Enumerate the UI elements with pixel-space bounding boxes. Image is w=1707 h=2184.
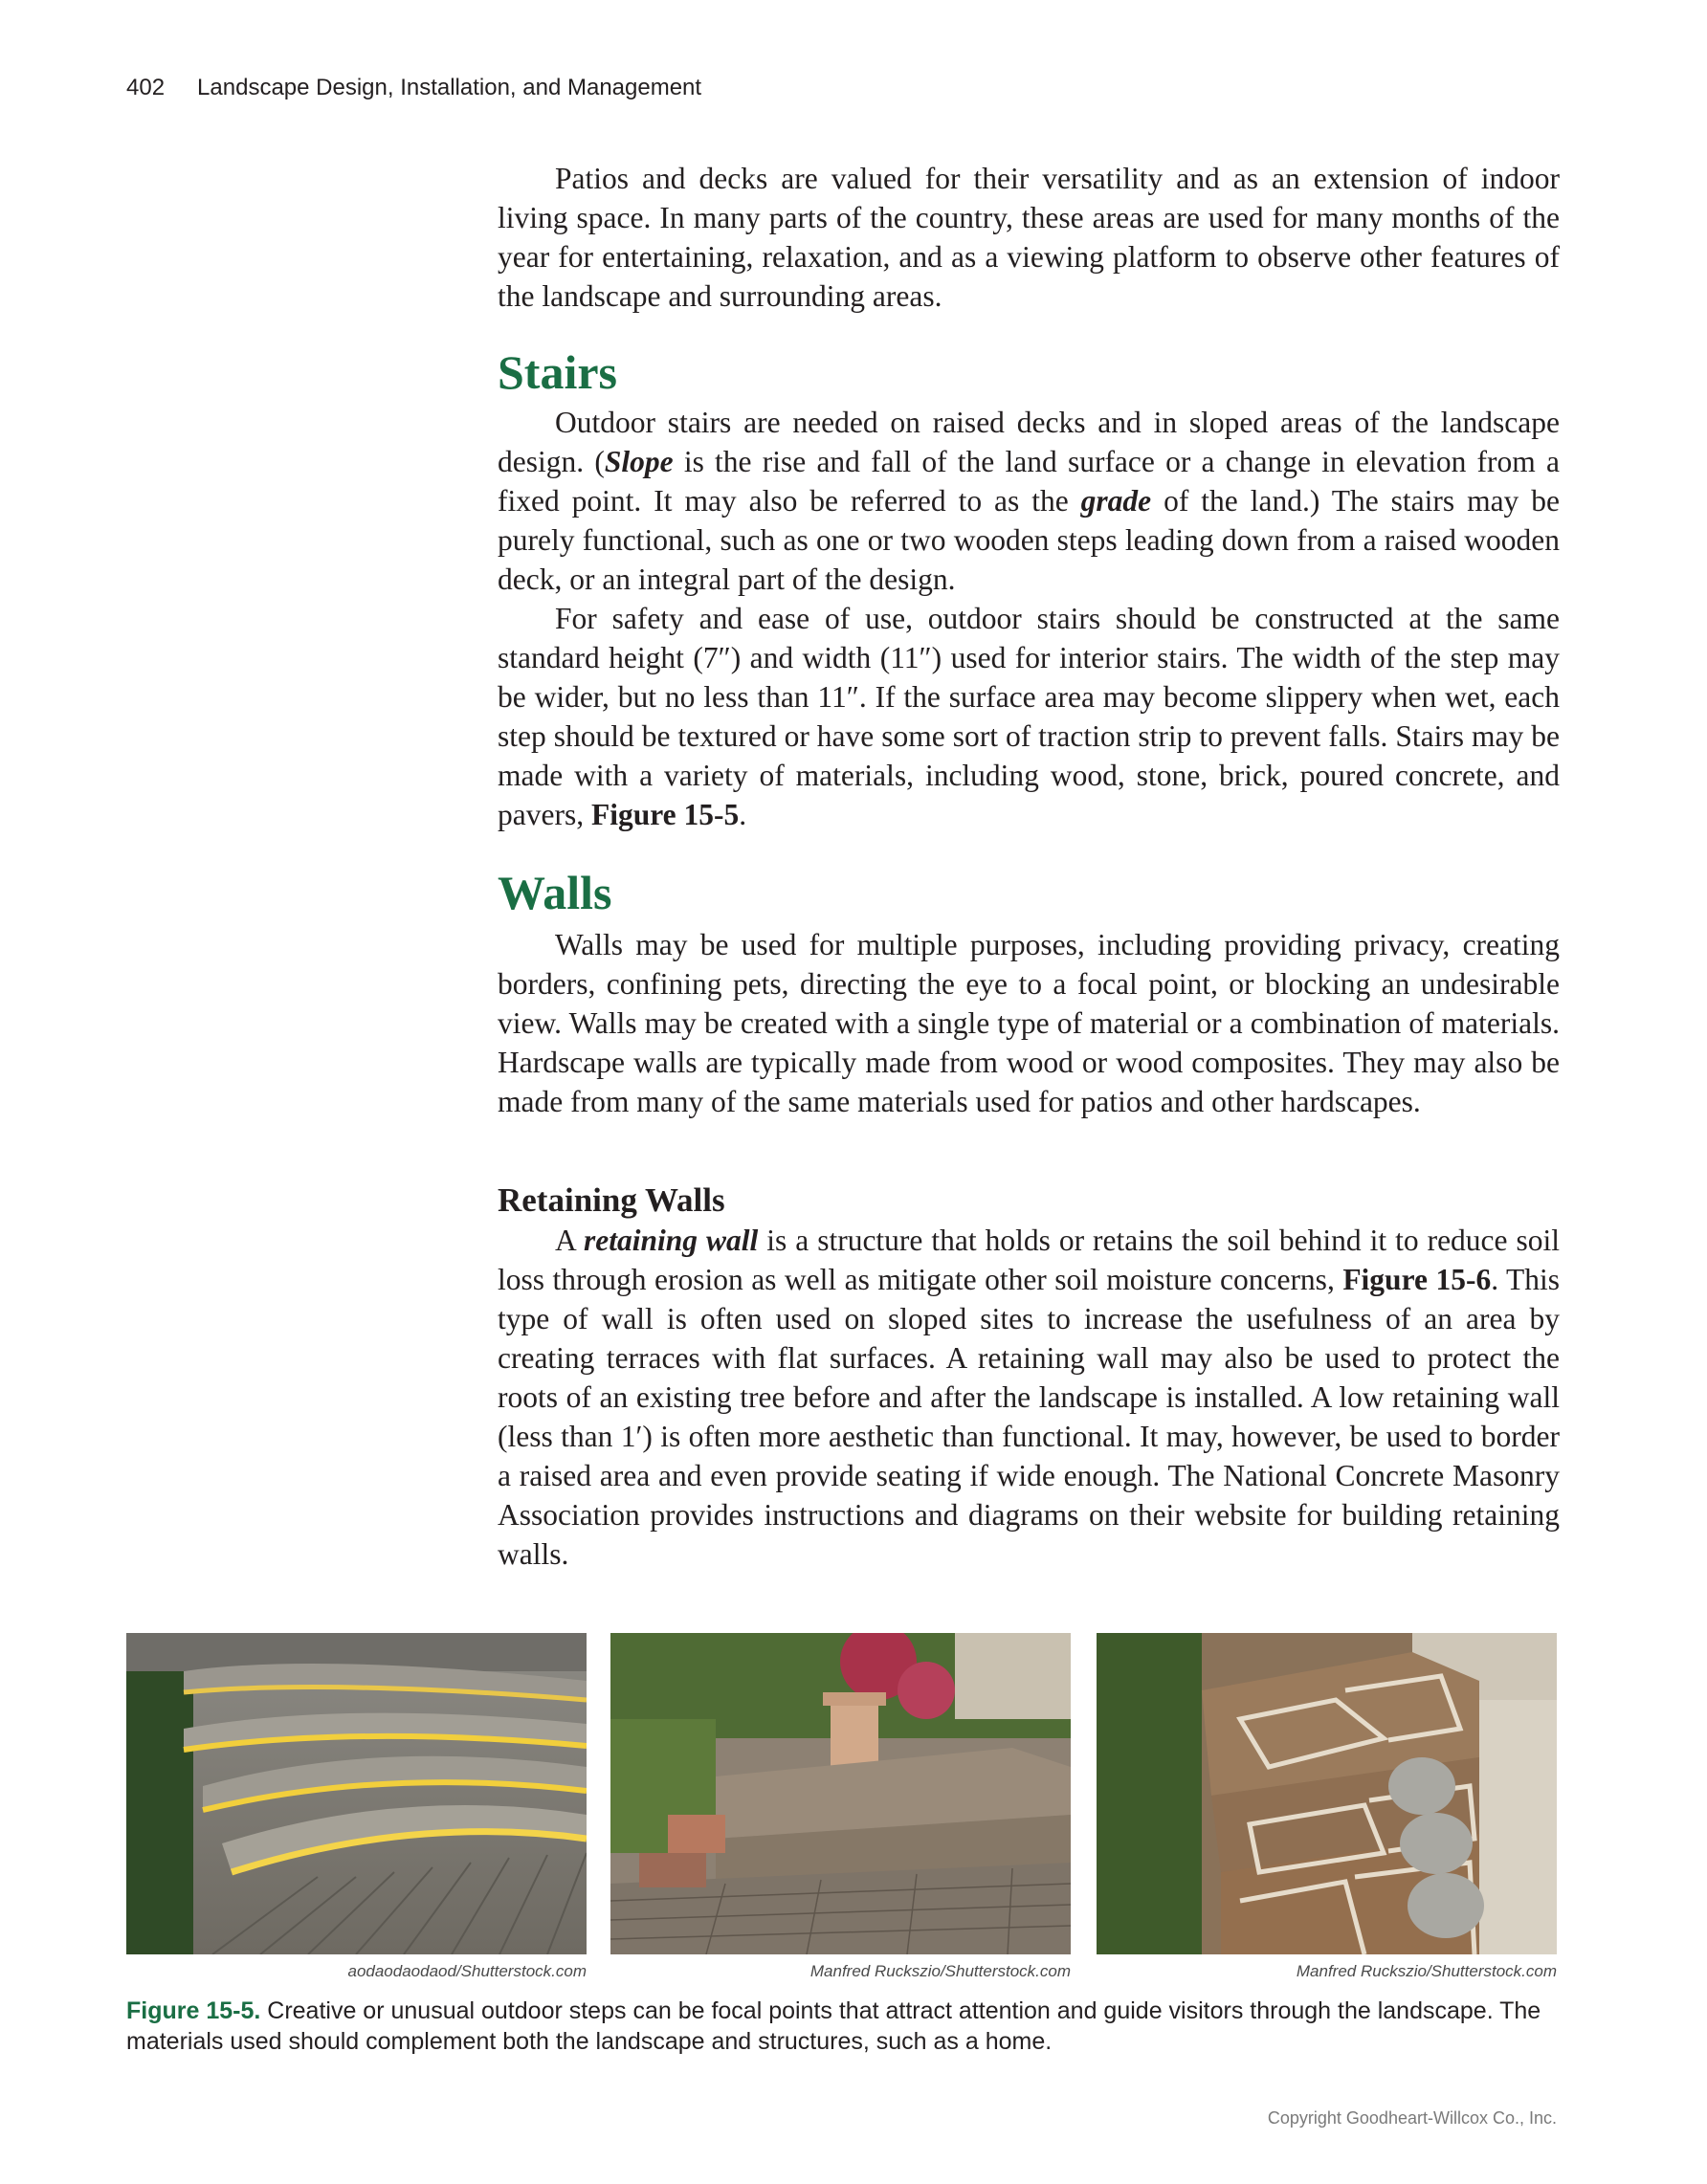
walls-paragraph: Walls may be used for multiple purposes, including providing privacy, creating borders, confining pets, directing the eye to a focal point, or blocking an undesirable view. Walls may be created with a single type of material or a combination of materials. Hardscape walls are typically made from wood or wood composites. They may also be made from many of the same materials used for patios and other hardscapes. [498, 928, 1560, 1118]
text-run: A [555, 1224, 584, 1257]
figure-caption-label: Figure 15-5. [126, 1997, 261, 2024]
text-run: of the land.) The stairs may be purely functional, such as one or two wooden steps leading down from a raised wooden deck, or an integral part of the design. [498, 484, 1560, 596]
retaining-walls-section [498, 1221, 1560, 1574]
figure-reference: Figure 15-6 [1342, 1263, 1492, 1296]
text-run: Outdoor stairs are needed on raised decks and in sloped areas of the landscape design. ( [498, 406, 1560, 478]
stairs-section [498, 403, 1560, 834]
photo-credit-3: Manfred Ruckszio/Shutterstock.com [1296, 1962, 1557, 1980]
walls-section [498, 925, 1560, 1121]
term-retaining-wall: retaining wall [584, 1224, 759, 1257]
photo-flagstone-steps [1097, 1633, 1557, 1954]
figure-caption-text: Creative or unusual outdoor steps can be focal points that attract attention and guide visitors through the landscape. The materials used should complement both the landscape and structures, such as a home. [126, 1997, 1541, 2055]
text-run: . [739, 798, 747, 831]
book-title: Landscape Design, Installation, and Management [197, 75, 702, 100]
stairs-paragraph-1 [498, 403, 1560, 599]
running-head [126, 75, 701, 101]
intro-section [498, 159, 1560, 316]
text-run: . This type of wall is often used on sloped sites to increase the usefulness of an area by creating terraces with flat surfaces. A retaining wall may also be used to protect the roots of an existing tree before and after the landscape is installed. A low retaining wall (less than 1′) is often more aesthetic than functional. It may, however, be used to border a raised area and even provide seating if wide enough. The National Concrete Masonry Association provides instructions and diagrams on their website for building retaining walls. [498, 1263, 1560, 1571]
stairs-section-heading-wrap [498, 346, 1560, 398]
term-grade: grade [1080, 484, 1152, 518]
text-run: is the rise and fall of the land surface or a change in elevation from a fixed point. It may also be referred to as the [498, 445, 1560, 518]
page-number: 402 [126, 75, 166, 100]
text-run: For safety and ease of use, outdoor stairs should be constructed at the same standard height (7″) and width (11″) used for interior stairs. The width of the step may be wider, but no less than 11″. If the surface area may become slippery when wet, each step should be textured or have some sort of traction strip to prevent falls. Stairs may be made with a variety of materials, including wood, stone, brick, poured concrete, and pavers, [498, 602, 1560, 831]
photo-credit-2: Manfred Ruckszio/Shutterstock.com [809, 1962, 1071, 1980]
retaining-walls-heading-wrap [498, 1180, 1560, 1221]
walls-heading: Walls [498, 866, 612, 919]
text-run: is a structure that holds or retains the soil behind it to reduce soil loss through erosion as well as mitigate other soil moisture concerns, [498, 1224, 1561, 1296]
photo-wooden-deck-steps [126, 1633, 587, 1954]
intro-paragraph: Patios and decks are valued for their versatility and as an extension of indoor living space. In many parts of the country, these areas are used for many months of the year for entertaining, relaxation, and as a viewing platform to observe other features of the landscape and surrounding areas. [498, 162, 1560, 313]
figure-caption [126, 1996, 1562, 2057]
retaining-walls-heading: Retaining Walls [498, 1181, 725, 1219]
photo-credit-1: aodaodaodaod/Shutterstock.com [347, 1962, 587, 1980]
walls-section-heading-wrap [498, 867, 1560, 918]
retaining-walls-paragraph [498, 1221, 1560, 1574]
stairs-heading: Stairs [498, 345, 617, 399]
photo-paver-steps [610, 1633, 1071, 1954]
figure-reference: Figure 15-5 [590, 798, 740, 831]
stairs-paragraph-2 [498, 599, 1560, 834]
term-slope: Slope [604, 445, 674, 478]
copyright-notice: Copyright Goodheart-Willcox Co., Inc. [1267, 2108, 1557, 2128]
